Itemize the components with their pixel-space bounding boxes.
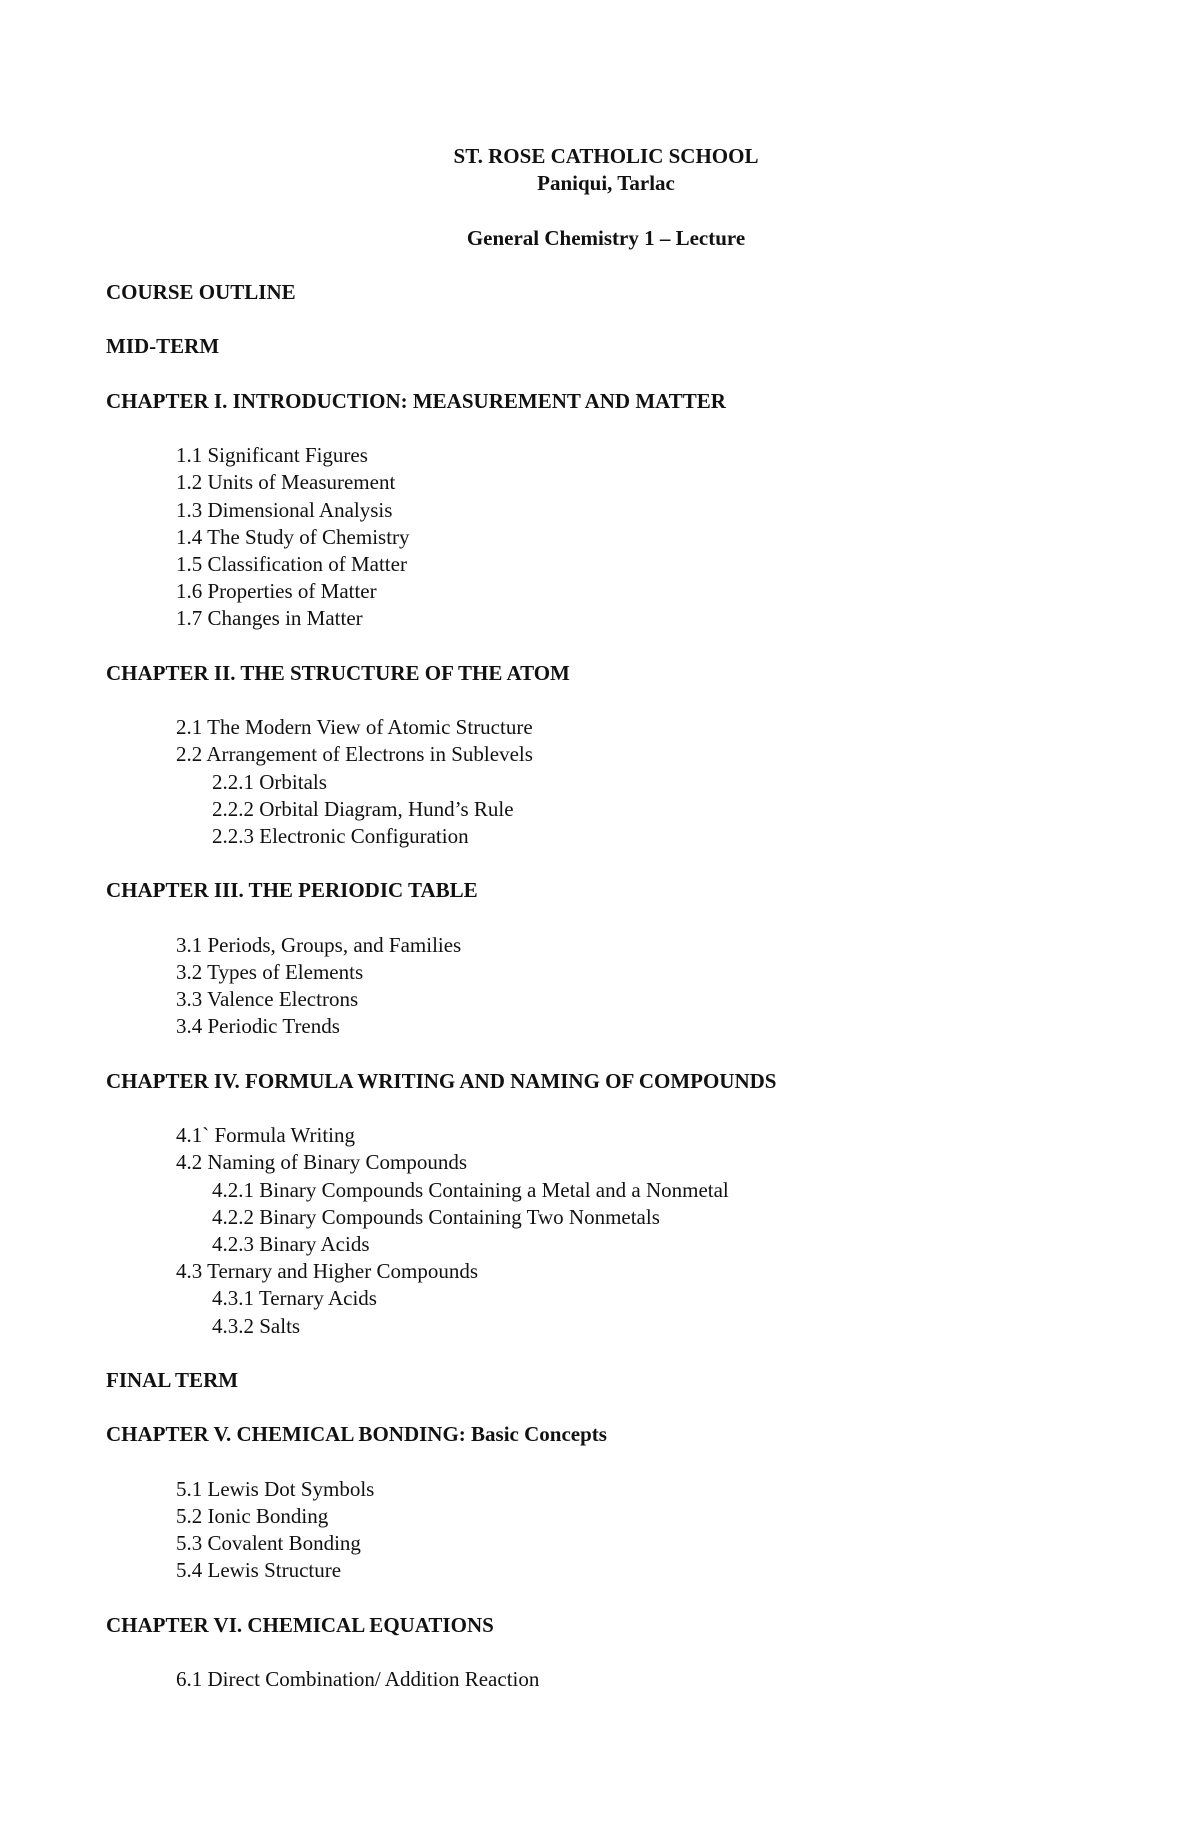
- chapter-4-item: 4.3 Ternary and Higher Compounds: [176, 1259, 479, 1284]
- chapter-2-subitem: 2.2.1 Orbitals: [212, 769, 327, 794]
- chapter-4-item: 4.2 Naming of Binary Compounds: [176, 1150, 468, 1175]
- chapter-2-subitem: 2.2.3 Electronic Configuration: [212, 823, 469, 848]
- course-title: General Chemistry 1 – Lecture: [466, 225, 746, 250]
- chapter-5-title: CHAPTER V. CHEMICAL BONDING: Basic Concepts: [106, 1422, 607, 1447]
- chapter-4-item: 4.1` Formula Writing: [176, 1123, 356, 1148]
- chapter-5-item: 5.3 Covalent Bonding: [176, 1531, 361, 1556]
- chapter-5-item: 5.4 Lewis Structure: [176, 1558, 342, 1583]
- spacer: [106, 905, 1106, 932]
- chapter-3-title: CHAPTER III. THE PERIODIC TABLE: [106, 878, 478, 903]
- chapter-1-item: 1.7 Changes in Matter: [176, 606, 363, 631]
- spacer: [106, 252, 1106, 279]
- spacer: [106, 1041, 1106, 1068]
- chapter-2-item: 2.2 Arrangement of Electrons in Sublevels: [176, 742, 533, 767]
- spacer: [106, 1394, 1106, 1421]
- school-location: Paniqui, Tarlac: [537, 171, 675, 196]
- chapter-4-subitem: 4.3.1 Ternary Acids: [212, 1286, 377, 1311]
- chapter-3-item: 3.1 Periods, Groups, and Families: [176, 932, 462, 957]
- document-content: [106, 143, 1106, 1693]
- spacer: [106, 1095, 1106, 1122]
- final-term-heading: FINAL TERM: [106, 1367, 239, 1392]
- chapter-5-item: 5.1 Lewis Dot Symbols: [176, 1476, 375, 1501]
- chapter-6-title: CHAPTER VI. CHEMICAL EQUATIONS: [106, 1612, 494, 1637]
- spacer: [106, 850, 1106, 877]
- chapter-1-item: 1.3 Dimensional Analysis: [176, 497, 393, 522]
- chapter-4-subitem: 4.2.1 Binary Compounds Containing a Metal and a Nonmetal: [212, 1177, 729, 1202]
- spacer: [106, 1449, 1106, 1476]
- spacer: [106, 306, 1106, 333]
- spacer: [106, 197, 1106, 224]
- outline-title: COURSE OUTLINE: [106, 279, 296, 304]
- midterm-heading: MID-TERM: [106, 334, 220, 359]
- chapter-1-item: 1.2 Units of Measurement: [176, 470, 396, 495]
- chapter-1-item: 1.1 Significant Figures: [176, 443, 368, 468]
- chapter-1-title: CHAPTER I. INTRODUCTION: MEASUREMENT AND MATTER: [106, 388, 726, 413]
- chapter-2-item: 2.1 The Modern View of Atomic Structure: [176, 715, 533, 740]
- spacer: [106, 1340, 1106, 1367]
- spacer: [106, 415, 1106, 442]
- chapter-4-title: CHAPTER IV. FORMULA WRITING AND NAMING OF COMPOUNDS: [106, 1068, 777, 1093]
- spacer: [106, 361, 1106, 388]
- chapter-1-item: 1.5 Classification of Matter: [176, 551, 407, 576]
- spacer: [106, 633, 1106, 660]
- chapter-3-item: 3.3 Valence Electrons: [176, 987, 359, 1012]
- spacer: [106, 687, 1106, 714]
- chapter-3-item: 3.2 Types of Elements: [176, 959, 364, 984]
- chapter-4-subitem: 4.2.2 Binary Compounds Containing Two Nonmetals: [212, 1204, 660, 1229]
- chapter-5-item: 5.2 Ionic Bonding: [176, 1503, 329, 1528]
- spacer: [106, 1585, 1106, 1612]
- spacer: [106, 1639, 1106, 1666]
- chapter-4-subitem: 4.3.2 Salts: [212, 1313, 301, 1338]
- chapter-2-title: CHAPTER II. THE STRUCTURE OF THE ATOM: [106, 660, 570, 685]
- chapter-2-subitem: 2.2.2 Orbital Diagram, Hund’s Rule: [212, 796, 514, 821]
- chapter-3-item: 3.4 Periodic Trends: [176, 1014, 340, 1039]
- chapter-1-item: 1.4 The Study of Chemistry: [176, 524, 410, 549]
- chapter-4-subitem: 4.2.3 Binary Acids: [212, 1231, 370, 1256]
- chapter-1-item: 1.6 Properties of Matter: [176, 579, 377, 604]
- school-name: ST. ROSE CATHOLIC SCHOOL: [453, 144, 759, 168]
- chapter-6-item: 6.1 Direct Combination/ Addition Reaction: [176, 1667, 540, 1692]
